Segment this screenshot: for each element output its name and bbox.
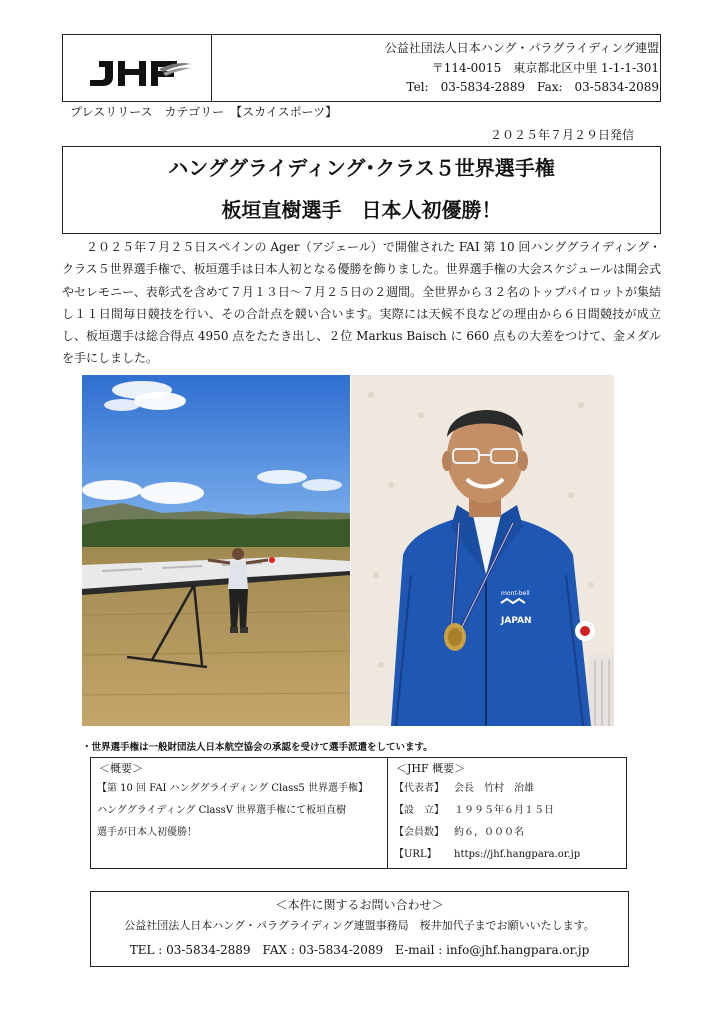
- contact-heading: ＜本件に関するお問い合わせ＞: [275, 898, 444, 912]
- address-block: [213, 35, 661, 105]
- jhf-row: [388, 778, 626, 800]
- contact-person: 公益社団法人日本ハング・パラグライディング連盟事務局 桜井加代子までお願いいたします。: [124, 919, 595, 932]
- jhf-row-key: 【会員数】: [394, 827, 444, 838]
- jhf-heading: ＜JHF 概要＞: [396, 762, 466, 775]
- overview-line: ハンググライディング ClassV 世界選手権にて板垣直樹: [97, 805, 347, 816]
- jhf-row: [388, 822, 626, 844]
- overview-column: [91, 758, 388, 868]
- jhf-row-key: 【URL】: [394, 849, 437, 860]
- jhf-row-key: 【代表者】: [394, 783, 444, 794]
- contact-box: [90, 891, 629, 967]
- jhf-row-value: 約６，０００名: [454, 827, 524, 838]
- headline-box: [62, 146, 661, 234]
- overview-heading: ＜概要＞: [99, 762, 143, 775]
- info-table: [90, 757, 627, 869]
- body-paragraph: ２０２５年７月２５日スペインの Ager（アジェール）で開催された FAI 第 10 回ハンググライディング・クラス５世界選手権で、板垣選手は日本人初となる優勝を飾りました。世界選手権の大会スケジュールは開会式やセレモニー、表彰式を含めて７月１３日～７月２５日の２週間。全世界から３２名のトップパイロットが集結し１１日間毎日競技を行い、その合計点を競い合います。実際には天候不良などの理由から６日間競技が成立し、板垣選手は総合得点 4950 点をたたき出し、２位 Markus Baisch に 660 点もの大差をつけて、金メダルを手にしました。: [62, 240, 661, 366]
- jhf-row: [388, 844, 626, 866]
- jacket-text: JAPAN: [501, 616, 532, 626]
- tel-fax: Tel: 03-5834-2889 Fax: 03-5834-2089: [406, 80, 659, 94]
- footnote: ・世界選手権は一般財団法人日本航空協会の承認を受けて選手派遣をしています。: [82, 742, 433, 753]
- headline-line-2: 板垣直樹選手 日本人初優勝！: [221, 198, 502, 222]
- jhf-row-value: １９９５年６月１５日: [454, 805, 554, 816]
- portrait-photo: [351, 375, 614, 726]
- hang-glider-photo: [82, 375, 350, 726]
- jhf-url-link[interactable]: https://jhf.hangpara.or.jp: [454, 849, 581, 860]
- jhf-row-key: 【設 立】: [394, 805, 444, 816]
- jhf-overview-column: [388, 758, 626, 868]
- release-date: ２０２５年７月２９日発信: [490, 128, 635, 142]
- overview-line: 【第 10 回 FAI ハンググライディング Class5 世界選手権】: [97, 783, 368, 794]
- release-category: プレスリリース カテゴリー 【スカイスポーツ】: [70, 105, 338, 119]
- letterhead: [62, 34, 661, 102]
- postal-address: 〒114-0015 東京都北区中里 1-1-1-301: [431, 60, 659, 75]
- jhf-logo: [63, 35, 211, 101]
- org-name: 公益社団法人日本ハング・パラグライディング連盟: [384, 41, 659, 55]
- contact-numbers: TEL : 03-5834-2889 FAX : 03-5834-2089 E-mail : info@jhf.hangpara.or.jp: [129, 943, 590, 957]
- headline-line-1: ハンググライディング･クラス５世界選手権: [168, 156, 555, 180]
- logo-cell: [63, 35, 212, 101]
- jacket-brand: mont-bell: [501, 590, 530, 597]
- jhf-row: [388, 800, 626, 822]
- overview-line: 選手が日本人初優勝！: [97, 827, 197, 838]
- jhf-row-value: 会長 竹村 治雄: [454, 783, 534, 794]
